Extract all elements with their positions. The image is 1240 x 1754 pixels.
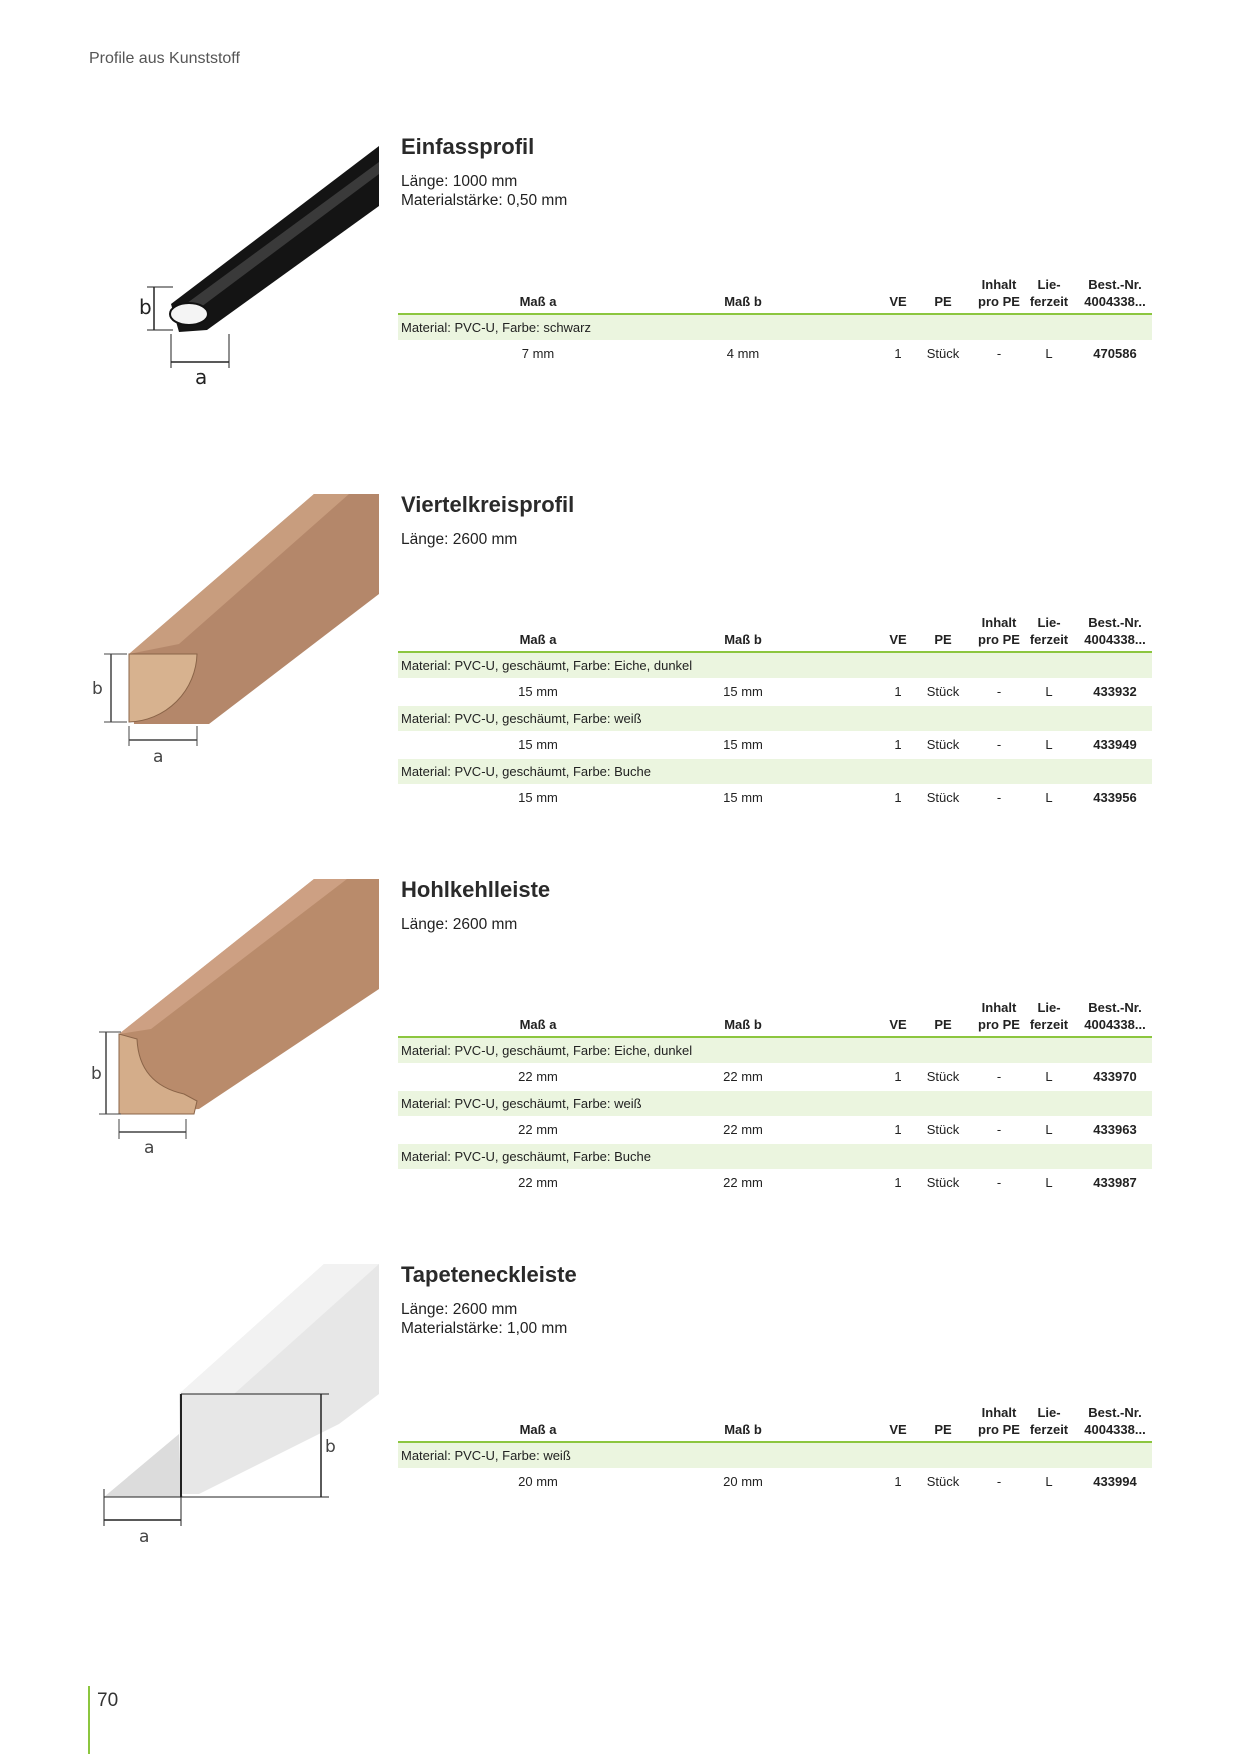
cell-mass-a: 22 mm <box>518 1122 558 1137</box>
col-header-best-nr: Best.-Nr. 4004338... <box>1084 1000 1146 1032</box>
table-row <box>398 1116 1152 1144</box>
einfassprofil-drawing <box>89 134 379 424</box>
cell-ve: 1 <box>894 1175 902 1190</box>
cell-ve: 1 <box>894 1474 902 1489</box>
col-header-mass-a: Maß a <box>519 632 557 647</box>
cell-best-nr: 433970 <box>1093 1069 1137 1084</box>
product-image-tapeteneckleiste <box>89 1264 379 1554</box>
hohlkehlleiste-drawing <box>89 879 379 1169</box>
product-table <box>398 1399 1152 1496</box>
col-header-best-nr: Best.-Nr. 4004338... <box>1084 615 1146 647</box>
material-row: Material: PVC-U, geschäumt, Farbe: weiß <box>398 1091 1152 1116</box>
spec-lines <box>401 1300 567 1338</box>
col-header-mass-a: Maß a <box>519 294 557 309</box>
cell-best-nr: 433994 <box>1093 1474 1137 1489</box>
cell-ve: 1 <box>894 790 902 805</box>
footer-accent-line <box>88 1686 90 1754</box>
cell-mass-a: 15 mm <box>518 684 558 699</box>
cell-inhalt: - <box>996 1474 1002 1489</box>
material-row: Material: PVC-U, geschäumt, Farbe: Eiche, dunkel <box>398 653 1152 678</box>
product-table <box>398 609 1152 812</box>
cell-mass-a: 20 mm <box>518 1474 558 1489</box>
cell-mass-b: 20 mm <box>723 1474 763 1489</box>
col-header-pe: PE <box>934 632 952 647</box>
col-header-mass-b: Maß b <box>724 1017 762 1032</box>
cell-mass-a: 22 mm <box>518 1175 558 1190</box>
product-image-viertelkreisprofil <box>89 494 379 784</box>
col-header-inhalt: Inhalt pro PE <box>978 277 1020 309</box>
col-header-lieferzeit: Lie- ferzeit <box>1029 277 1069 309</box>
section-title: Hohlkehlleiste <box>401 877 551 902</box>
cell-lieferzeit: L <box>1045 684 1053 699</box>
viertelkreisprofil-drawing <box>89 494 379 784</box>
col-header-inhalt: Inhalt pro PE <box>978 1000 1020 1032</box>
dim-label-b: b <box>91 1064 102 1084</box>
cell-mass-a: 15 mm <box>518 790 558 805</box>
table-row <box>398 731 1152 759</box>
cell-mass-b: 22 mm <box>723 1175 763 1190</box>
cell-ve: 1 <box>894 1069 902 1084</box>
cell-ve: 1 <box>894 1122 902 1137</box>
cell-lieferzeit: L <box>1045 790 1053 805</box>
cell-lieferzeit: L <box>1045 346 1053 361</box>
material-row: Material: PVC-U, geschäumt, Farbe: Eiche, dunkel <box>398 1038 1152 1063</box>
col-header-mass-b: Maß b <box>724 632 762 647</box>
tapeteneckleiste-drawing <box>89 1264 379 1554</box>
col-header-mass-b: Maß b <box>724 1422 762 1437</box>
col-header-mass-a: Maß a <box>519 1017 557 1032</box>
col-header-best-nr: Best.-Nr. 4004338... <box>1084 1405 1146 1437</box>
page-number: 70 <box>97 1690 119 1711</box>
col-header-mass-b: Maß b <box>724 294 762 309</box>
col-header-best-nr: Best.-Nr. 4004338... <box>1084 277 1146 309</box>
col-header-lieferzeit: Lie- ferzeit <box>1029 615 1069 647</box>
table-row <box>398 1468 1152 1496</box>
product-image-hohlkehlleiste <box>89 879 379 1169</box>
page-header-category: Profile aus Kunststoff <box>89 50 240 67</box>
material-row: Material: PVC-U, geschäumt, Farbe: Buche <box>398 1144 1152 1169</box>
cell-lieferzeit: L <box>1045 1122 1053 1137</box>
cell-inhalt: - <box>996 1122 1002 1137</box>
cell-lieferzeit: L <box>1045 1474 1053 1489</box>
cell-lieferzeit: L <box>1045 1175 1053 1190</box>
cell-lieferzeit: L <box>1045 737 1053 752</box>
cell-inhalt: - <box>996 1175 1002 1190</box>
cell-inhalt: - <box>996 790 1002 805</box>
product-table <box>398 994 1152 1197</box>
cell-mass-a: 15 mm <box>518 737 558 752</box>
col-header-pe: PE <box>934 1422 952 1437</box>
spec-material-thickness: Materialstärke: 0,50 mm <box>401 192 568 209</box>
cell-pe: Stück <box>926 1122 960 1137</box>
col-header-inhalt: Inhalt pro PE <box>978 615 1020 647</box>
section-title: Viertelkreisprofil <box>401 492 575 517</box>
cell-mass-b: 15 mm <box>723 737 763 752</box>
spec-length: Länge: 2600 mm <box>401 531 518 548</box>
cell-pe: Stück <box>926 346 960 361</box>
cell-inhalt: - <box>996 684 1002 699</box>
section-title: Tapeteneckleiste <box>401 1262 577 1287</box>
col-header-mass-a: Maß a <box>519 1422 557 1437</box>
cell-pe: Stück <box>926 684 960 699</box>
table-header <box>398 271 1152 315</box>
spec-length: Länge: 1000 mm <box>401 173 518 190</box>
cell-mass-b: 15 mm <box>723 790 763 805</box>
col-header-ve: VE <box>889 1017 907 1032</box>
cell-best-nr: 433963 <box>1093 1122 1137 1137</box>
col-header-pe: PE <box>934 1017 952 1032</box>
material-row: Material: PVC-U, geschäumt, Farbe: Buche <box>398 759 1152 784</box>
dim-label-b: b <box>325 1437 336 1457</box>
cell-pe: Stück <box>926 790 960 805</box>
dim-label-a: a <box>144 1138 155 1158</box>
dim-label-b: b <box>92 679 103 699</box>
cell-inhalt: - <box>996 737 1002 752</box>
section-title: Einfassprofil <box>401 134 535 159</box>
cell-mass-b: 15 mm <box>723 684 763 699</box>
spec-lines <box>401 915 517 934</box>
col-header-lieferzeit: Lie- ferzeit <box>1029 1000 1069 1032</box>
cell-inhalt: - <box>996 1069 1002 1084</box>
product-image-einfassprofil <box>89 134 379 424</box>
material-row: Material: PVC-U, geschäumt, Farbe: weiß <box>398 706 1152 731</box>
cell-best-nr: 433932 <box>1093 684 1137 699</box>
dim-label-a: a <box>153 747 164 767</box>
table-header <box>398 994 1152 1038</box>
cell-inhalt: - <box>996 346 1002 361</box>
col-header-inhalt: Inhalt pro PE <box>978 1405 1020 1437</box>
col-header-ve: VE <box>889 632 907 647</box>
cell-ve: 1 <box>894 684 902 699</box>
cell-ve: 1 <box>894 737 902 752</box>
material-row: Material: PVC-U, Farbe: schwarz <box>398 315 1152 340</box>
cell-pe: Stück <box>926 1474 960 1489</box>
table-row <box>398 784 1152 812</box>
cell-ve: 1 <box>894 346 902 361</box>
cell-mass-b: 4 mm <box>726 346 760 361</box>
cell-mass-a: 22 mm <box>518 1069 558 1084</box>
table-header <box>398 609 1152 653</box>
cell-best-nr: 433956 <box>1093 790 1137 805</box>
table-row <box>398 1169 1152 1197</box>
table-row <box>398 1063 1152 1091</box>
col-header-ve: VE <box>889 1422 907 1437</box>
dim-label-a: a <box>195 365 208 389</box>
dim-label-a: a <box>139 1527 150 1547</box>
table-header <box>398 1399 1152 1443</box>
cell-lieferzeit: L <box>1045 1069 1053 1084</box>
dim-label-b: b <box>139 295 152 319</box>
cell-pe: Stück <box>926 1175 960 1190</box>
spec-lines <box>401 530 517 549</box>
cell-mass-b: 22 mm <box>723 1122 763 1137</box>
cell-mass-a: 7 mm <box>521 346 555 361</box>
col-header-lieferzeit: Lie- ferzeit <box>1029 1405 1069 1437</box>
product-table <box>398 271 1152 368</box>
table-row <box>398 340 1152 368</box>
cell-best-nr: 470586 <box>1093 346 1137 361</box>
spec-material-thickness: Materialstärke: 1,00 mm <box>401 1320 568 1337</box>
material-row: Material: PVC-U, Farbe: weiß <box>398 1443 1152 1468</box>
col-header-ve: VE <box>889 294 907 309</box>
spec-lines <box>401 172 567 210</box>
spec-length: Länge: 2600 mm <box>401 1301 518 1318</box>
cell-pe: Stück <box>926 737 960 752</box>
col-header-pe: PE <box>934 294 952 309</box>
cell-mass-b: 22 mm <box>723 1069 763 1084</box>
table-row <box>398 678 1152 706</box>
spec-length: Länge: 2600 mm <box>401 916 518 933</box>
cell-best-nr: 433987 <box>1093 1175 1137 1190</box>
cell-pe: Stück <box>926 1069 960 1084</box>
cell-best-nr: 433949 <box>1093 737 1137 752</box>
